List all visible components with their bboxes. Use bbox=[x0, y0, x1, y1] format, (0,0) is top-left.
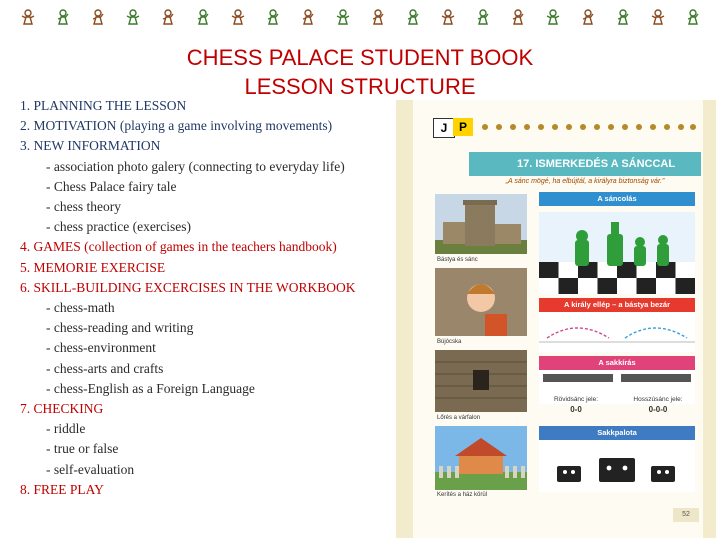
caption-tower: Bástya és sánc bbox=[437, 257, 478, 263]
lesson-substep: - chess practice (exercises) bbox=[46, 219, 192, 235]
chess-palace-illustration bbox=[539, 440, 695, 492]
lesson-title-bar: 17. ISMERKEDÉS A SÁNCCAL bbox=[469, 152, 701, 176]
chess-figure-icon bbox=[438, 7, 458, 27]
lesson-substep: - chess-English as a Foreign Language bbox=[46, 380, 255, 396]
lesson-step: 7. CHECKING bbox=[20, 401, 104, 417]
tower-photo bbox=[435, 194, 527, 254]
book-page-inner bbox=[413, 100, 703, 538]
chess-figure-icon bbox=[193, 7, 213, 27]
chess-figure-icon bbox=[368, 7, 388, 27]
caption-loophole: Lőrés a várfalon bbox=[437, 415, 481, 421]
wall-loophole-photo bbox=[435, 350, 527, 412]
chess-figure-icon bbox=[683, 7, 703, 27]
lesson-substep: - chess-reading and writing bbox=[46, 320, 194, 336]
chess-figure-icon bbox=[298, 7, 318, 27]
lesson-substep: - self-evaluation bbox=[46, 461, 135, 477]
lesson-substep: - chess-environment bbox=[46, 340, 156, 356]
section-notation: A sakkírás bbox=[539, 356, 695, 370]
chess-figure-icon bbox=[543, 7, 563, 27]
section-castling: A sáncolás bbox=[539, 192, 695, 206]
lesson-substep: - association photo galery (connecting to everyday life) bbox=[46, 158, 345, 174]
lesson-step: 3. NEW INFORMATION bbox=[20, 138, 161, 154]
page-subtitle: LESSON STRUCTURE bbox=[244, 74, 476, 99]
lesson-substep: - chess-math bbox=[46, 300, 115, 316]
long-castle-label: Hosszúsánc jele: bbox=[633, 396, 683, 403]
castling-arrows-diagram bbox=[539, 312, 695, 352]
chess-figure-icon bbox=[403, 7, 423, 27]
chess-figures-banner bbox=[0, 0, 720, 34]
chess-figure-icon bbox=[333, 7, 353, 27]
lesson-step: 2. MOTIVATION (playing a game involving movements) bbox=[20, 118, 333, 134]
lesson-substep: - riddle bbox=[46, 421, 86, 437]
page-number: 52 bbox=[673, 508, 699, 522]
lesson-step: 8. FREE PLAY bbox=[20, 481, 104, 497]
lesson-substep: - true or false bbox=[46, 441, 119, 457]
chess-figure-icon bbox=[578, 7, 598, 27]
lesson-substep: - chess theory bbox=[46, 199, 121, 215]
chessboard bbox=[539, 262, 695, 294]
chess-figure-icon bbox=[263, 7, 283, 27]
chess-figure-icon bbox=[158, 7, 178, 27]
caption-fence: Kerítés a ház körül bbox=[437, 492, 488, 498]
chess-figure-icon bbox=[18, 7, 38, 27]
caption-hiding: Bújócska bbox=[437, 339, 462, 345]
lesson-structure-list bbox=[20, 96, 400, 500]
chess-figure-icon bbox=[53, 7, 73, 27]
lesson-step: 1. PLANNING THE LESSON bbox=[20, 98, 187, 113]
short-castle-value: 0-0 bbox=[570, 405, 582, 414]
lesson-substep: - Chess Palace fairy tale bbox=[46, 178, 177, 194]
lesson-step: 5. MEMORIE EXERCISE bbox=[20, 259, 166, 275]
chess-figure-icon bbox=[123, 7, 143, 27]
page-title: CHESS PALACE STUDENT BOOK bbox=[186, 45, 534, 70]
short-castle-label: Rövidsánc jele: bbox=[553, 396, 599, 403]
hiding-child-photo bbox=[435, 268, 527, 336]
chess-figure-icon bbox=[228, 7, 248, 27]
section-king-moves: A király ellép – a bástya bezár bbox=[539, 298, 695, 312]
chess-figure-icon bbox=[648, 7, 668, 27]
lesson-step: 4. GAMES (collection of games in the teachers handbook) bbox=[20, 239, 337, 255]
student-book-page bbox=[396, 100, 716, 538]
chess-figure-icon bbox=[88, 7, 108, 27]
chess-figures-strip bbox=[479, 122, 699, 132]
fence-house-photo bbox=[435, 426, 527, 490]
chess-figure-icon bbox=[613, 7, 633, 27]
lesson-substep: - chess-arts and crafts bbox=[46, 360, 164, 376]
tab-j: J bbox=[433, 118, 455, 138]
section-chess-palace: Sakkpalota bbox=[539, 426, 695, 440]
chess-figure-icon bbox=[508, 7, 528, 27]
long-castle-value: 0-0-0 bbox=[648, 405, 668, 414]
lesson-step: 6. SKILL-BUILDING EXCERCISES IN THE WORKBOOK bbox=[20, 279, 356, 295]
tab-p: P bbox=[453, 118, 473, 136]
chessboard-illustration bbox=[539, 212, 695, 294]
chess-figure-icon bbox=[473, 7, 493, 27]
lesson-quote: „A sánc mögé, ha elbújtál, a királyra biztonság vár.” bbox=[505, 178, 665, 185]
